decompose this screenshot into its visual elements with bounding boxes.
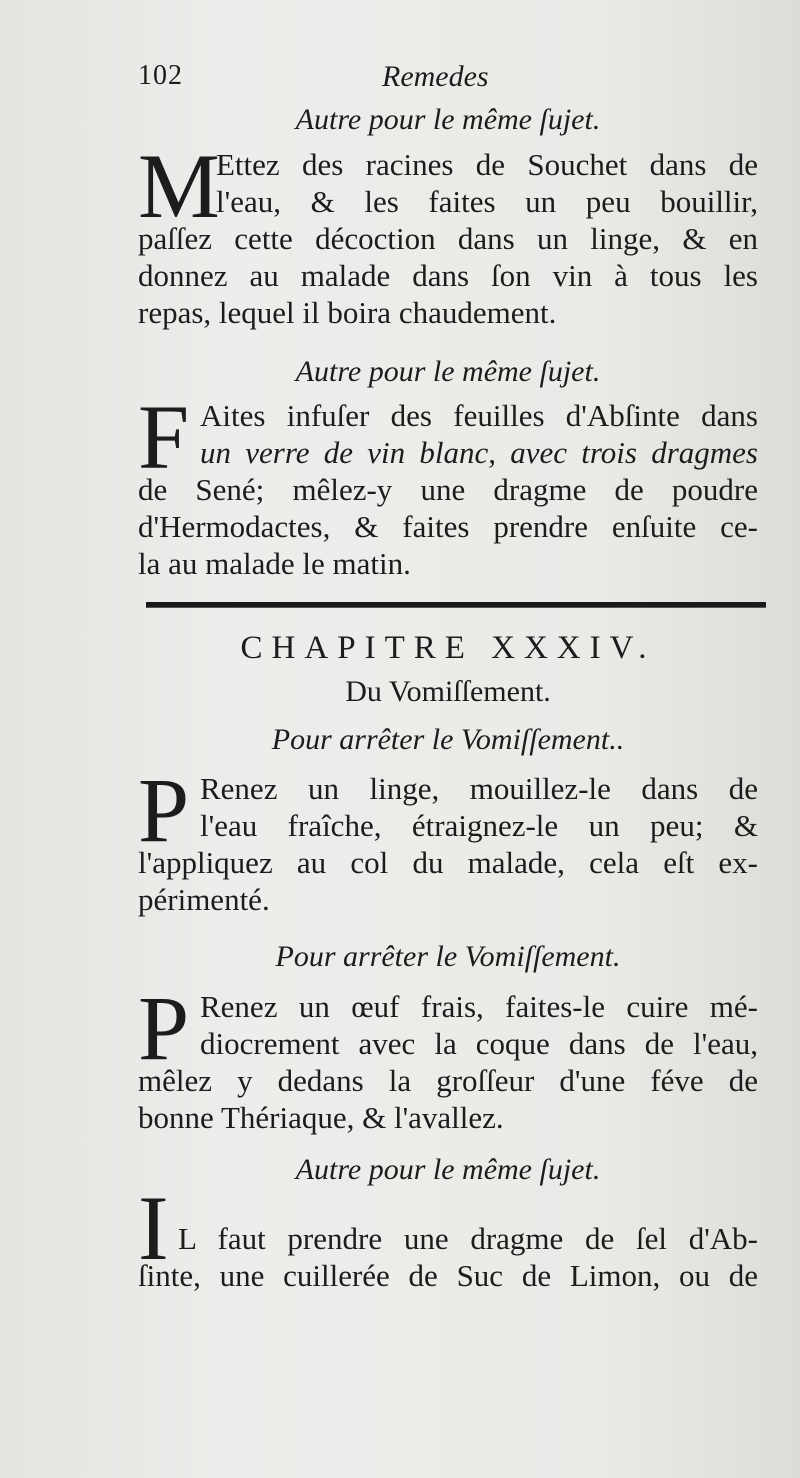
text-line: L faut prendre une dragme de ſel d'Ab- [178,1221,758,1256]
text-line: l'eau, & les faites un peu bouillir, [216,184,758,219]
chapter-divider [146,602,766,608]
page-number: 102 [138,60,183,91]
text-line: la au malade le matin. [138,546,411,581]
text-line: Ettez des racines de Souchet dans de [216,147,758,182]
text-line: périmenté. [138,882,270,917]
text-line: ſinte, une cuillerée de Suc de Limon, ou de [138,1258,758,1293]
text-line: paſſez cette décoction dans un linge, & en [138,221,758,256]
paragraph-oeuf [138,977,758,1136]
chapter-heading: CHAPITRE XXXIV. [240,630,656,666]
text-line: bonne Thériaque, & l'avallez. [138,1100,504,1135]
text-line: un verre de vin blanc, avec trois dragmes [200,435,758,470]
paragraph-sel [138,1177,758,1294]
drop-cap: P [138,977,190,1079]
text-line: repas, lequel il boira chaudement. [138,295,557,330]
text-line: Aites infuſer des feuilles d'Abſinte dans [200,398,758,433]
section-title: Pour arrêter le Vomiſſement. [275,940,621,973]
drop-cap: M [138,135,220,237]
text-line: l'appliquez au col du malade, cela eſt ex- [138,845,758,880]
text-line: Renez un linge, mouillez-le dans de [200,771,758,806]
text-line: donnez au malade dans ſon vin à tous les [138,258,758,293]
text-line: d'Hermodactes, & faites prendre enſuite ce- [138,509,758,544]
section-title: Autre pour le même ſujet. [295,355,601,388]
page-header [138,60,758,104]
text-line: mêlez y dedans la groſſeur d'une féve de [138,1063,758,1098]
running-title: Remedes [382,60,489,93]
text-line: diocrement avec la coque dans de l'eau, [200,1026,758,1061]
section-title: Autre pour le même ſujet. [295,1153,601,1186]
drop-cap: P [138,759,190,861]
section-title: Pour arrêter le Vomiſſement.. [271,723,625,756]
text-line: l'eau fraîche, étraignez-le un peu; & [200,808,758,843]
section-title: Autre pour le même ſujet. [295,103,601,136]
paragraph-souchet [138,135,758,331]
paragraph-absinthe [138,386,758,582]
text-line: de Sené; mêlez-y une dragme de poudre [138,472,758,507]
paragraph-linge [138,759,758,918]
chapter-subject: Du Vomiſſement. [345,675,551,708]
text-line: Renez un œuf frais, faites-le cuire mé- [200,989,758,1024]
drop-cap: F [138,386,190,488]
drop-cap: I [138,1177,169,1279]
